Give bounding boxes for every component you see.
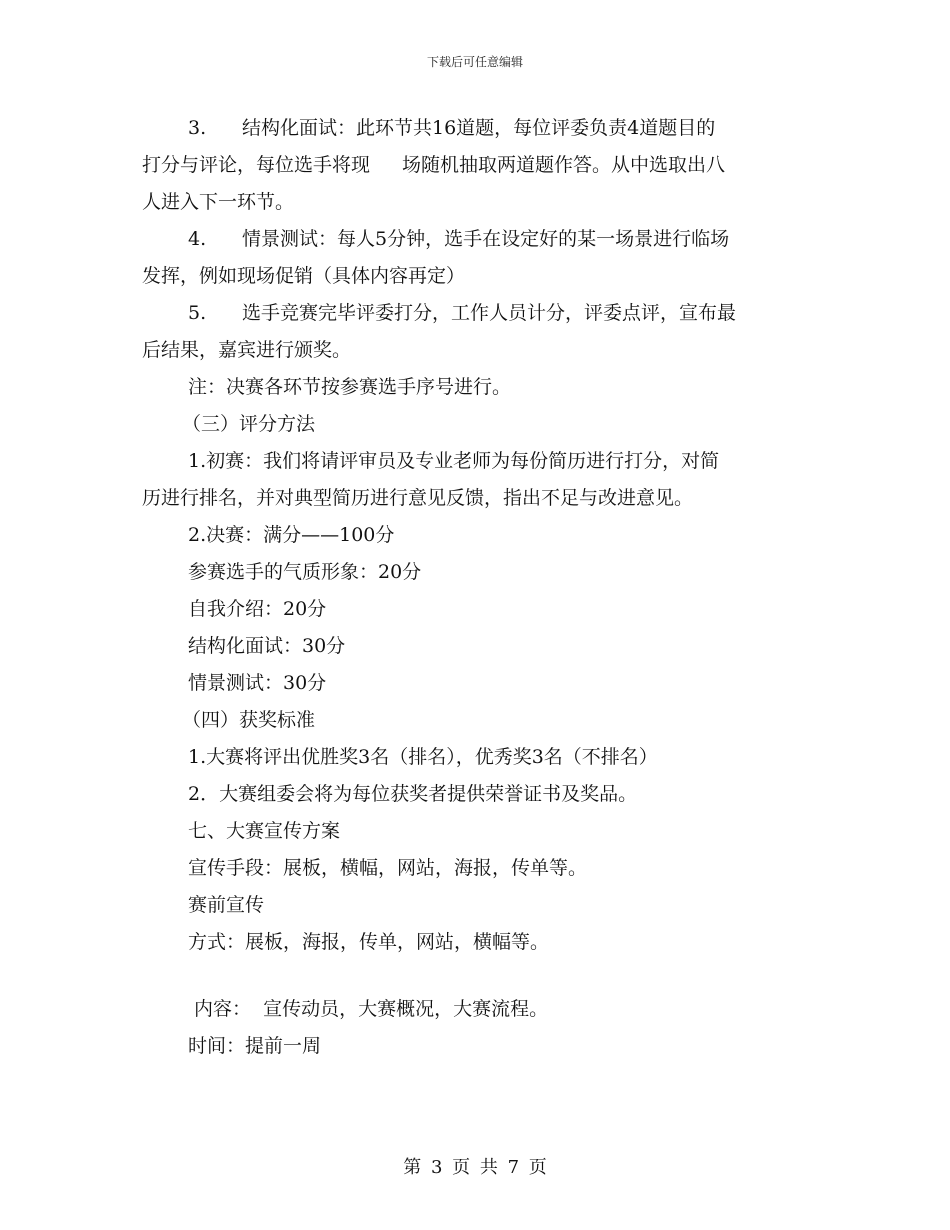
item-4-text: 情景测试：每人5分钟，选手在设定好的某一场景进行临场 [242, 228, 730, 250]
publicity-method: 方式：展板，海报，传单，网站，横幅等。 [188, 931, 550, 953]
spacer [142, 961, 812, 991]
item-3-text: 结构化面试：此环节共16道题，每位评委负责4道题目的 [242, 117, 716, 139]
item-4-number: 4. [188, 228, 207, 250]
item-4-line-1 [142, 221, 812, 258]
criterion-self-intro: 自我介绍：20分 [188, 598, 327, 620]
award-1: 1.大赛将评出优胜奖3名（排名），优秀奖3名（不排名） [188, 746, 658, 768]
scoring-prelim-line-1: 1.初赛：我们将请评审员及专业老师为每份简历进行打分，对简 [188, 450, 720, 472]
item-3-number: 3. [188, 117, 207, 139]
item-3-text-b: 场随机抽取两道题作答。从中选取出八 [402, 154, 726, 176]
item-3-line-2 [142, 147, 812, 184]
scoring-final: 2.决赛：满分——100分 [188, 524, 395, 546]
awards-heading: （四）获奖标准 [182, 709, 316, 731]
award-2: 2．大赛组委会将为每位获奖者提供荣誉证书及奖品。 [188, 783, 638, 805]
scoring-prelim-line-2: 历进行排名，并对典型简历进行意见反馈，指出不足与改进意见。 [142, 487, 694, 509]
item-3-line-3: 人进入下一环节。 [142, 191, 295, 213]
scoring-heading: （三）评分方法 [182, 413, 316, 435]
document-body [142, 110, 812, 1065]
criterion-scenario-test: 情景测试：30分 [188, 672, 327, 694]
publicity-heading: 七、大赛宣传方案 [188, 820, 341, 842]
item-5-line-2: 后结果，嘉宾进行颁奖。 [142, 339, 352, 361]
page-header: 下载后可任意编辑 [426, 55, 523, 69]
item-4-line-2: 发挥，例如现场促销（具体内容再定） [142, 265, 466, 287]
final-note: 注：决赛各环节按参赛选手序号进行。 [188, 376, 512, 398]
publicity-pre-event: 赛前宣传 [188, 894, 265, 916]
item-5-line-1 [142, 295, 812, 332]
publicity-content: 内容： 宣传动员，大赛概况，大赛流程。 [194, 998, 549, 1020]
page-footer: 第 3 页 共 7 页 [403, 1157, 547, 1178]
criterion-appearance: 参赛选手的气质形象：20分 [188, 561, 422, 583]
criterion-structured-interview: 结构化面试：30分 [188, 635, 346, 657]
item-5-number: 5. [188, 302, 207, 324]
item-3-text-a: 打分与评论，每位选手将现 [142, 154, 371, 176]
item-5-text: 选手竞赛完毕评委打分，工作人员计分，评委点评，宣布最 [242, 302, 737, 324]
item-3-line-1 [142, 110, 812, 147]
publicity-time: 时间：提前一周 [188, 1035, 322, 1057]
publicity-means: 宣传手段：展板，横幅，网站，海报，传单等。 [188, 857, 588, 879]
